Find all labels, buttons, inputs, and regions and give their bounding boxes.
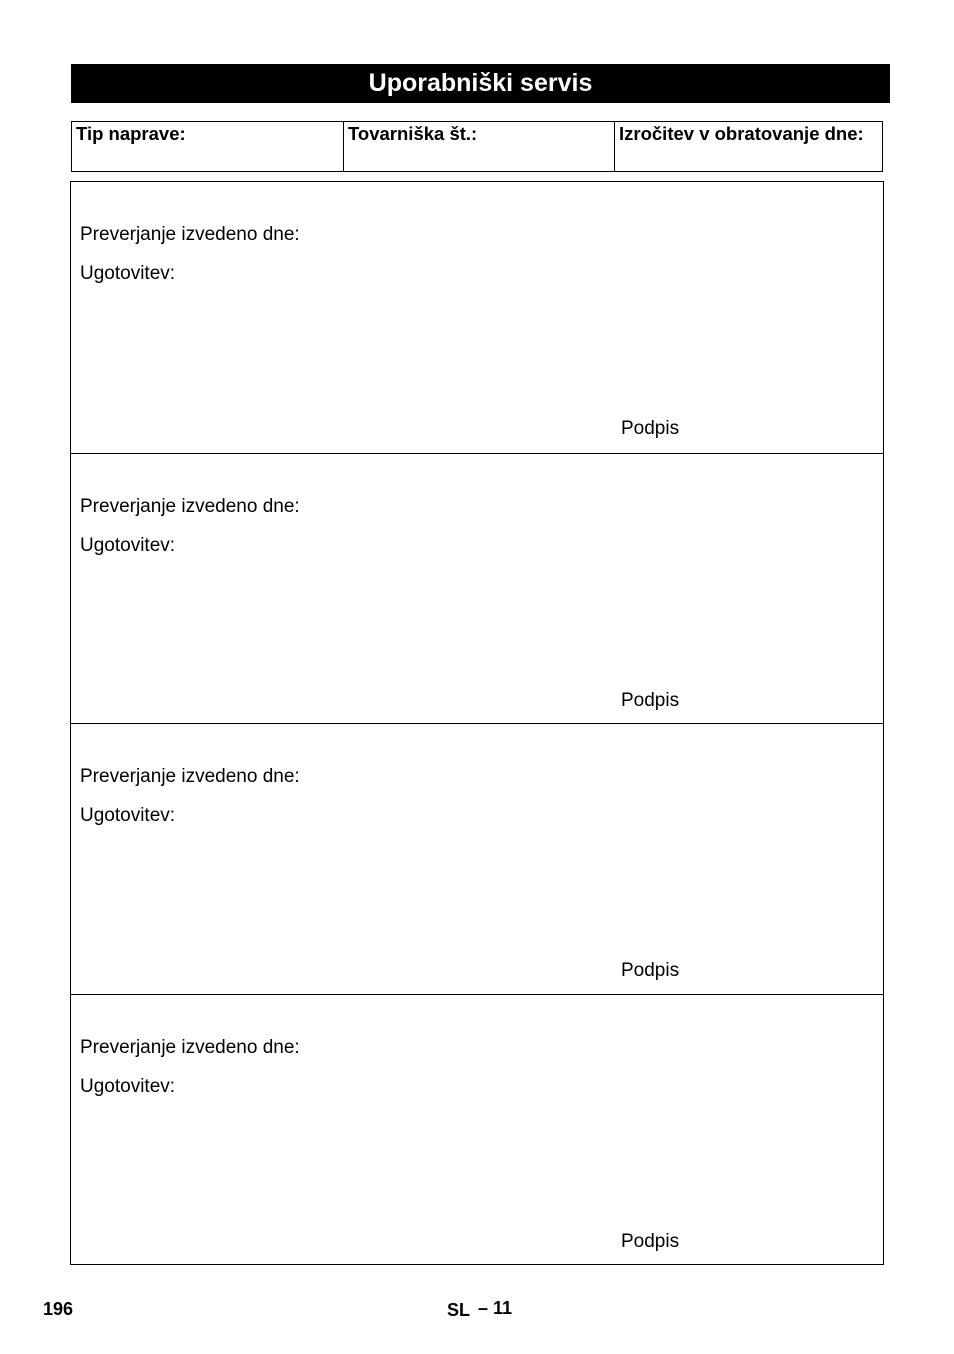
device-type-cell: Tip naprave: — [76, 123, 186, 144]
inspection-date-label: Preverjanje izvedeno dne: — [80, 496, 300, 517]
finding-label: Ugotovitev: — [80, 263, 176, 284]
inspection-record — [71, 453, 883, 724]
finding-label: Ugotovitev: — [80, 535, 176, 556]
inspection-date-label: Preverjanje izvedeno dne: — [80, 1037, 300, 1058]
inspection-record — [71, 182, 883, 453]
inspection-date-label: Preverjanje izvedeno dne: — [80, 224, 300, 245]
commissioning-date-cell: Izročitev v obratovanje dne: — [614, 122, 882, 171]
signature-label: Podpis — [621, 1231, 680, 1252]
signature-label: Podpis — [621, 418, 680, 439]
section-page-indicator — [447, 1298, 512, 1319]
inspection-records — [70, 181, 884, 1265]
page-title: Uporabniški servis — [71, 64, 890, 103]
page-number: 196 — [43, 1299, 74, 1319]
inspection-record — [71, 723, 883, 994]
signature-label: Podpis — [621, 690, 680, 711]
inspection-date-label: Preverjanje izvedeno dne: — [80, 766, 300, 787]
language-code: SL — [447, 1300, 471, 1320]
signature-label: Podpis — [621, 960, 680, 981]
finding-label: Ugotovitev: — [80, 805, 176, 826]
sub-page-number: – 11 — [478, 1298, 513, 1318]
device-info-table — [71, 121, 883, 172]
inspection-record — [71, 994, 883, 1265]
finding-label: Ugotovitev: — [80, 1076, 176, 1097]
serial-number-cell: Tovarniška št.: — [343, 122, 614, 171]
